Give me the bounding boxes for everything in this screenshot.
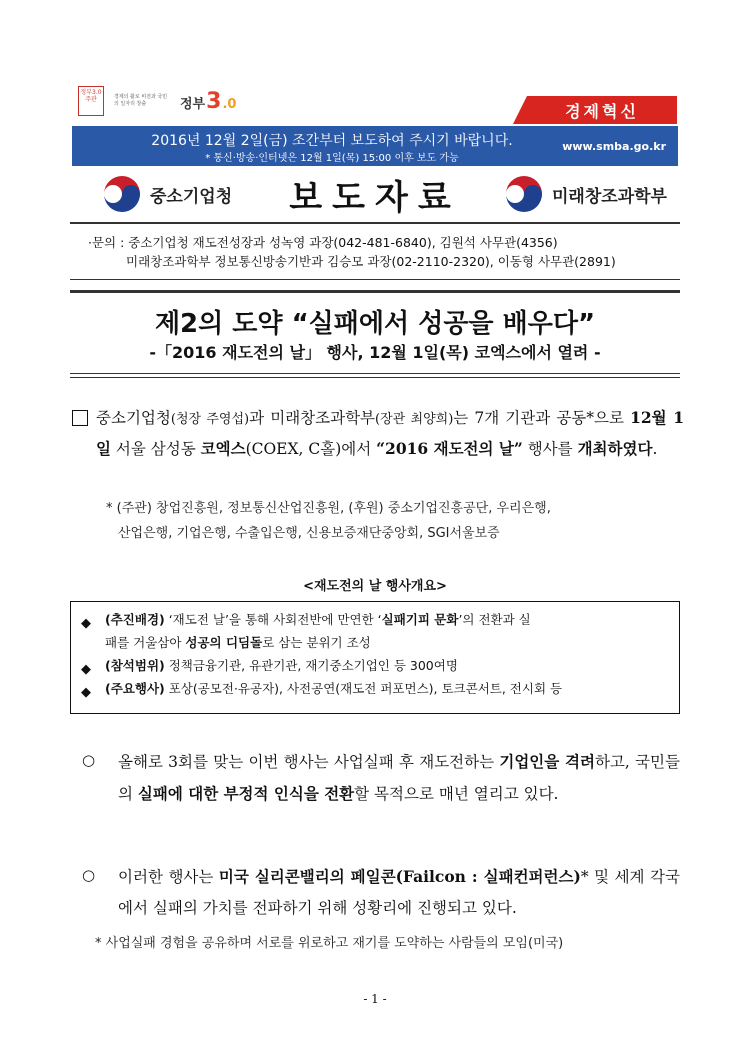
lead-text: (청장 주영섭) <box>170 412 250 427</box>
section-tag: 경제혁신 <box>527 96 677 124</box>
body-bold: 실패에 대한 부정적 인식을 전환 <box>137 784 355 803</box>
lead-text: (장관 최양희) <box>375 412 454 427</box>
divider <box>70 222 680 224</box>
divider <box>70 373 680 374</box>
taegeuk-emblem-icon <box>504 174 544 214</box>
overview-item-continuation <box>81 631 669 654</box>
lead-text: 중소기업청 <box>96 409 171 427</box>
circle-bullet-icon: ○ <box>82 751 96 769</box>
contact-info <box>88 233 616 271</box>
lead-text: 는 7개 기관과 공동*으로 <box>453 409 631 427</box>
lead-text: 서울 삼성동 <box>110 440 201 458</box>
divider <box>70 279 680 280</box>
diamond-bullet-icon: ◆ <box>81 616 91 631</box>
overview-label: (주요행사) <box>105 681 165 696</box>
lead-text: . <box>652 440 658 458</box>
circle-bullet-icon: ○ <box>82 866 96 884</box>
left-ministry-name: 중소기업청 <box>150 186 233 207</box>
body-bold: 기업인을 격려 <box>499 752 595 771</box>
left-ministry <box>102 174 232 214</box>
lead-note-line-2: 산업은행, 기업은행, 수출입은행, 신용보증재단중앙회, SGI서울보증 <box>118 526 500 541</box>
body-paragraph-2 <box>118 861 680 924</box>
logo-subtitle: 경제의 활로 비전과 국민의 일자리 창출 <box>114 94 168 107</box>
diamond-bullet-icon: ◆ <box>81 662 91 677</box>
page-number: - 1 - <box>363 992 387 1006</box>
gov30-number: 3 <box>206 88 222 114</box>
headline: 제2의 도약 “실패에서 성공을 배우다” <box>154 309 596 339</box>
lead-bold: 개최하였다 <box>577 439 653 458</box>
lead-text: (COEX, C홀)에서 <box>245 440 377 458</box>
body-bold: 미국 실리콘밸리의 페일콘(Failcon : 실패컨퍼런스) <box>218 867 581 886</box>
top-logos <box>78 84 236 118</box>
contact-line-2: 미래창조과학부 정보통신방송기반과 김승모 과장(02-2110-2320), 이동형 사무관(2891) <box>126 254 616 269</box>
lead-bold: “2016 재도전의 날” <box>376 439 523 458</box>
embargo-main: 2016년 12월 2일(금) 조간부터 보도하여 주시기 바랍니다. <box>151 133 513 149</box>
body-text: 할 목적으로 매년 열리고 있다. <box>354 785 559 803</box>
overview-item <box>81 608 669 631</box>
lead-bold: 코엑스 <box>200 439 246 458</box>
overview-text: ’의 전환과 실 <box>458 612 531 627</box>
checkbox-bullet-icon <box>72 410 88 426</box>
right-ministry <box>504 174 667 214</box>
overview-bold: 성공의 디딤돌 <box>185 635 263 650</box>
overview-box <box>70 601 680 714</box>
overview-text: 포상(공모전·유공자), 사전공연(재도전 퍼포먼스), 토크콘서트, 전시회 등 <box>164 681 563 696</box>
overview-text: 정책금융기관, 유관기관, 재기중소기업인 등 300여명 <box>164 658 458 673</box>
body-text: 올해로 3회를 맞는 이번 행사는 사업실패 후 재도전하는 <box>118 753 500 771</box>
body-text: 이러한 행사는 <box>118 868 219 886</box>
body-text: 하고, 국민들의 <box>118 753 680 803</box>
overview-title: <재도전의 날 행사개요> <box>303 579 447 594</box>
lead-text: 미래창조과학부 <box>270 409 376 427</box>
right-ministry-name: 미래창조과학부 <box>552 186 667 207</box>
gov30-label: 정부 <box>180 96 206 112</box>
divider <box>70 377 680 378</box>
lead-bold: 12월 1일 <box>96 408 684 458</box>
lead-note-line-1: * (주관) 창업진흥원, 정보통신산업진흥원, (후원) 중소기업진흥공단, 우리은행, <box>106 501 551 516</box>
taegeuk-emblem-icon <box>102 174 142 214</box>
gov30-logo <box>180 89 236 114</box>
logo-emblem-icon: 정부3.0 주관 <box>78 86 104 116</box>
doc-title: 보도자료 <box>289 178 461 218</box>
overview-text: 로 삼는 분위기 조성 <box>262 635 371 650</box>
embargo-bar <box>72 126 678 166</box>
footnote: * 사업실패 경험을 공유하며 서로를 위로하고 재기를 도약하는 사람들의 모임(미국) <box>95 936 564 951</box>
overview-label: (참석범위) <box>105 658 165 673</box>
overview-text: 패를 거울삼아 <box>105 635 186 650</box>
gov30-suffix: .0 <box>222 96 237 112</box>
website-url: www.smba.go.kr <box>562 140 666 153</box>
body-text: * 및 세계 각국에서 실패의 가치를 전파하기 위해 성황리에 진행되고 있다. <box>118 868 680 917</box>
overview-bold: 실패기피 문화 <box>381 612 459 627</box>
overview-text: ‘재도전 날’을 통해 사회전반에 만연한 ‘ <box>164 612 382 627</box>
embargo-sub: * 통신·방송·인터넷은 12월 1일(목) 15:00 이후 보도 가능 <box>205 153 459 164</box>
overview-item <box>81 677 669 700</box>
divider <box>70 290 680 293</box>
overview-label: (추진배경) <box>105 612 165 627</box>
overview-item <box>81 654 669 677</box>
contact-line-1: ·문의 : 중소기업청 재도전성장과 성녹영 과장(042-481-6840), 김원석 사무관(4356) <box>88 235 558 250</box>
subheadline: -「2016 재도전의 날」 행사, 12월 1일(목) 코엑스에서 열려 - <box>149 343 601 362</box>
lead-text: 행사를 <box>522 440 578 458</box>
diamond-bullet-icon: ◆ <box>81 685 91 700</box>
lead-text: 과 <box>249 409 271 427</box>
body-paragraph-1 <box>118 746 680 810</box>
lead-paragraph <box>96 403 684 464</box>
